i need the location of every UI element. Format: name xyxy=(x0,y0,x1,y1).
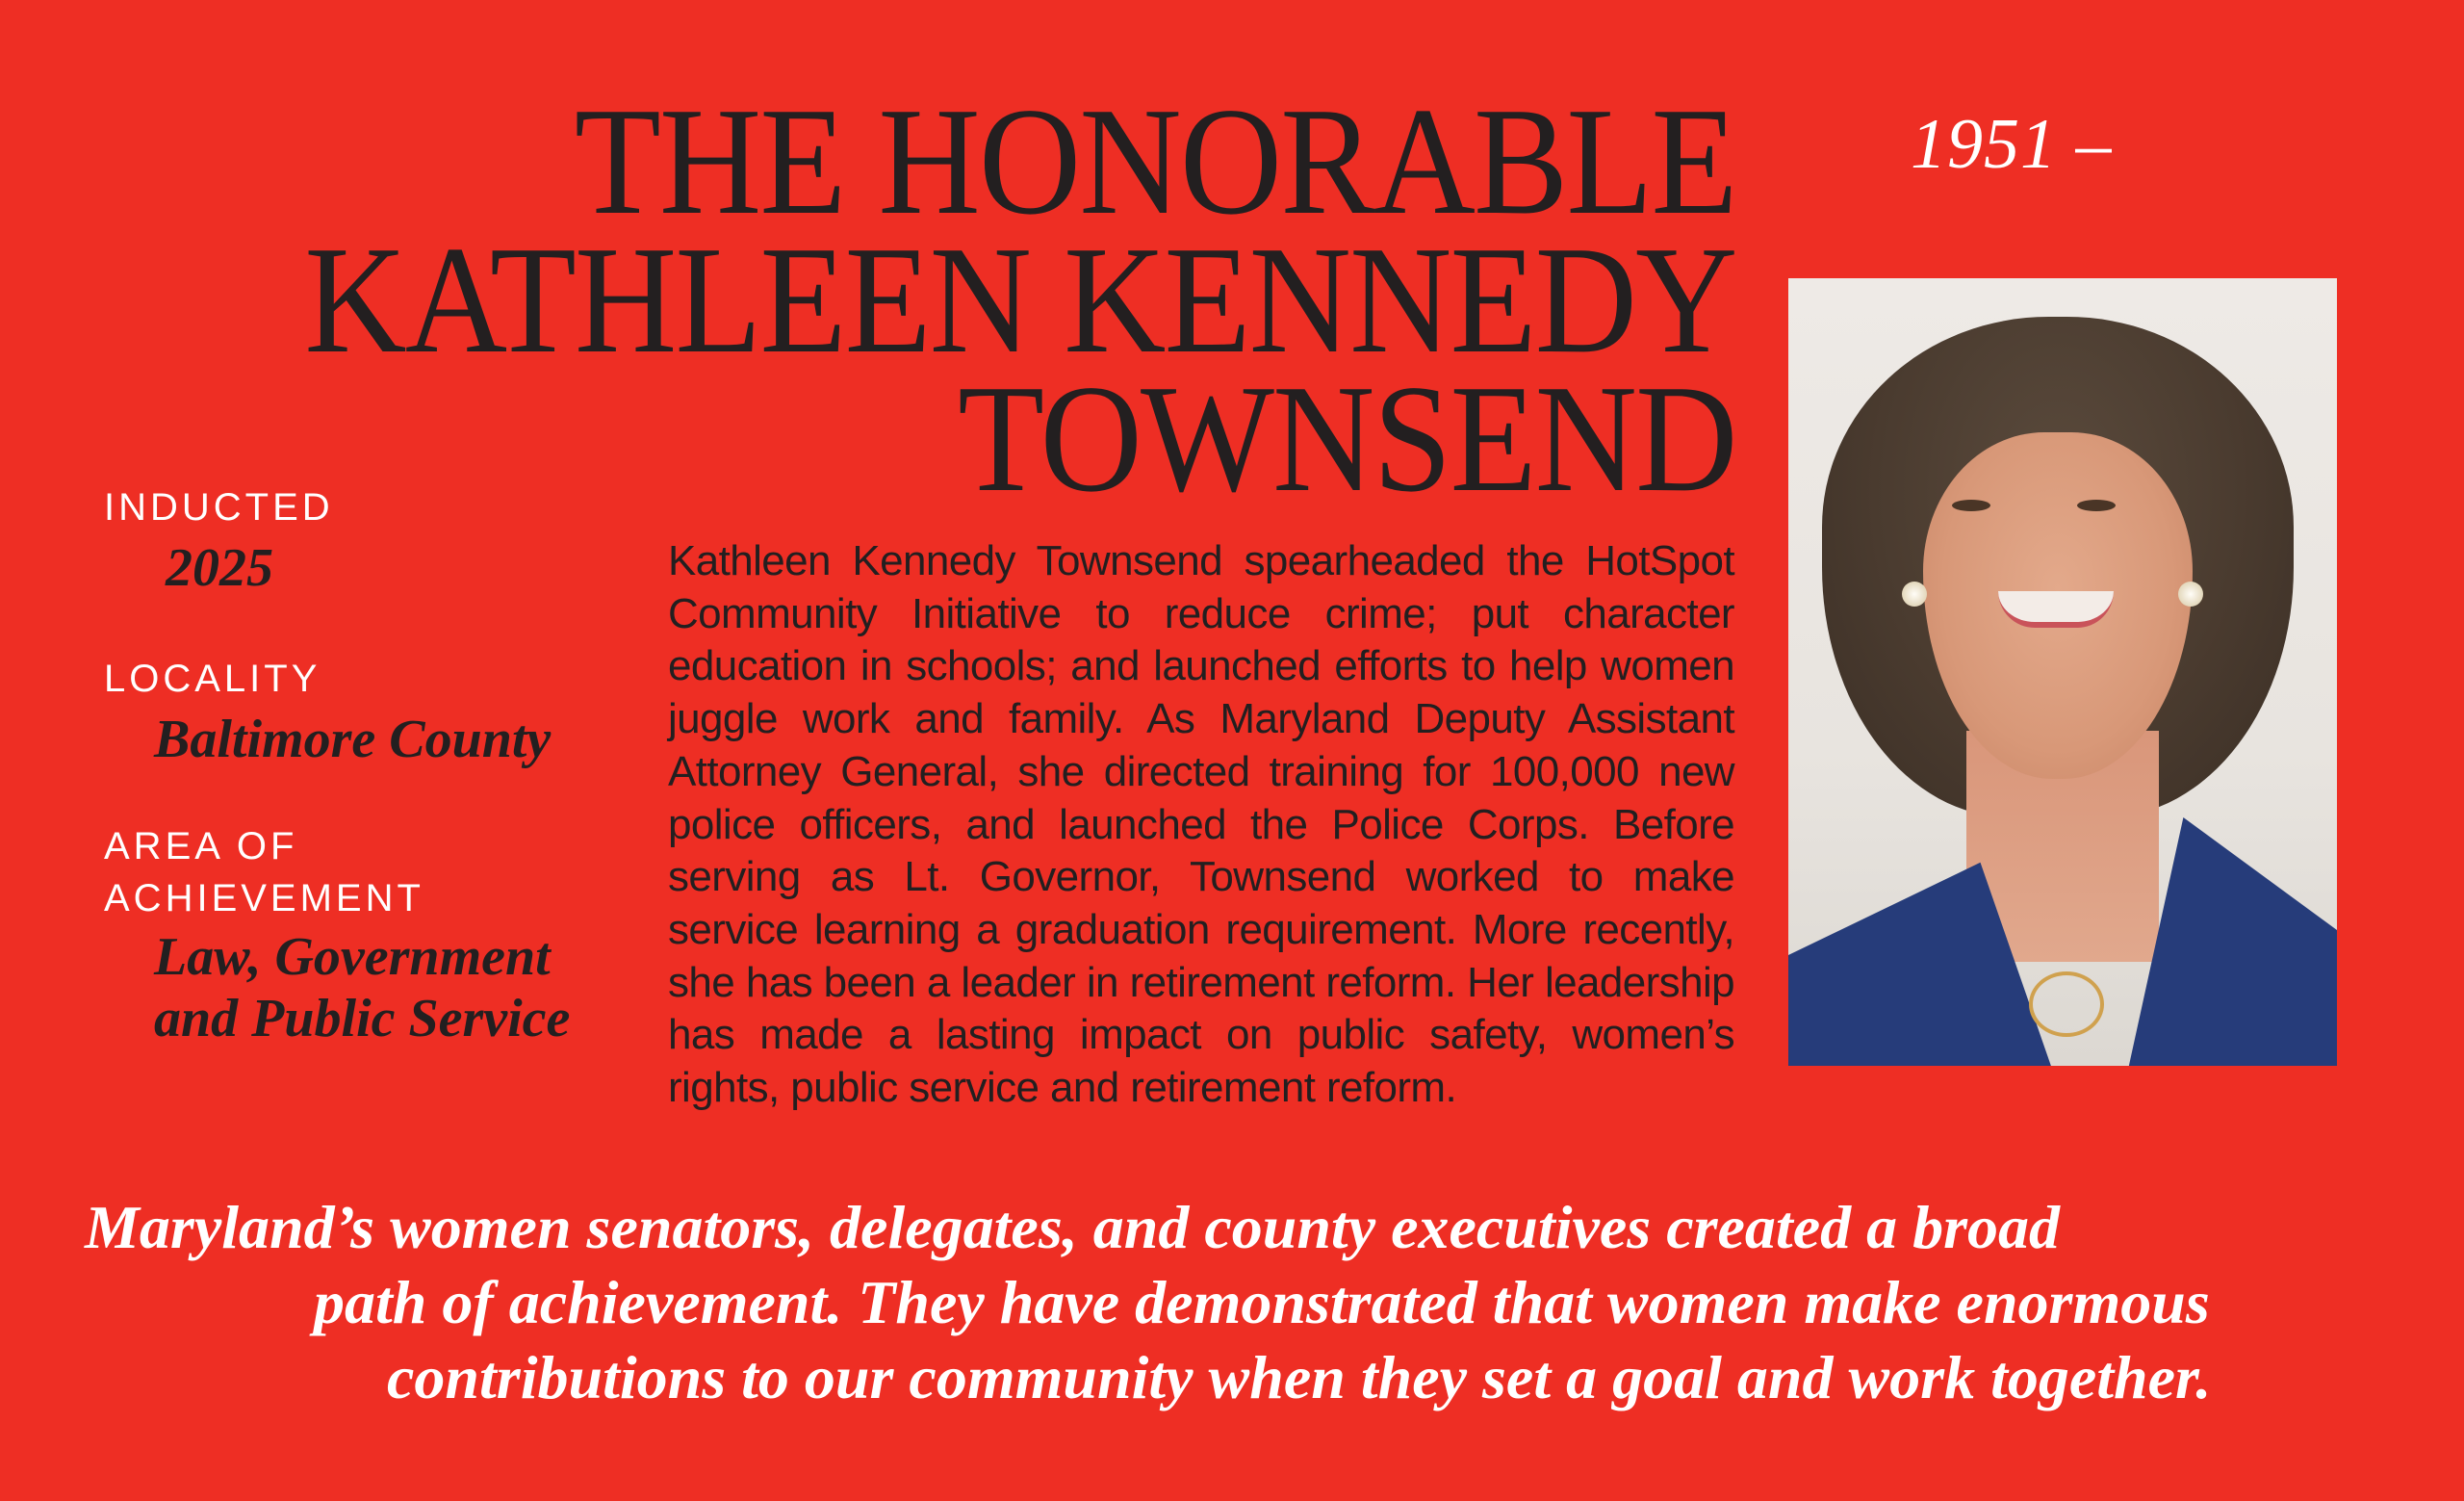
title-line-3: TOWNSEND xyxy=(958,352,1736,524)
area-value-line-1: Law, Government xyxy=(154,927,551,987)
quote-line-3: contributions to our community when they set a goal and work together. xyxy=(387,1343,2212,1411)
photo-eye-left xyxy=(1952,500,1990,511)
biography-paragraph: Kathleen Kennedy Townsend spearheaded the HotSpot Community Initiative to reduce crime; put character education in schools; and launched efforts to help women juggle work and family. As Maryland Deputy Assistant Attorney General, she directed training for 100,000 new police officers, and launched the Police Corps. Before serving as Lt. Governor, Townsend worked to make service learning a graduation requirement. More recently, she has been a leader in retirement reform. Her leadership has made a lasting impact on public safety, women’s rights, public service and retirement reform. xyxy=(668,537,1734,1112)
area-label-line-2: ACHIEVEMENT xyxy=(104,877,424,919)
area-value-line-2: and Public Service xyxy=(154,989,571,1048)
induction-details xyxy=(104,481,643,1049)
inducted-label: INDUCTED xyxy=(104,486,334,529)
photo-smile xyxy=(1998,591,2114,628)
title-line-1: THE HONORABLE xyxy=(575,75,1736,246)
locality-value: Baltimore County xyxy=(154,710,552,769)
photo-eye-right xyxy=(2077,500,2116,511)
area-of-achievement-label xyxy=(104,820,643,924)
photo-necklace xyxy=(2029,971,2104,1037)
closing-quote xyxy=(85,1190,2395,1415)
inducted-year: 2025 xyxy=(166,538,273,598)
title-line-2: KATHLEEN KENNEDY xyxy=(304,214,1736,385)
photo-earring-right xyxy=(2178,582,2203,607)
area-of-achievement-value xyxy=(104,926,643,1049)
photo-earring-left xyxy=(1902,582,1927,607)
page-title xyxy=(304,75,1736,524)
locality-label: LOCALITY xyxy=(104,658,321,700)
portrait-photo xyxy=(1788,278,2337,1066)
quote-line-1: Maryland’s women senators, delegates, and county executives created a broad xyxy=(85,1193,2060,1261)
birth-years: 1951 – xyxy=(1911,105,2113,184)
quote-line-2: path of achievement. They have demonstrated that women make enormous xyxy=(314,1268,2210,1336)
area-label-line-1: AREA OF xyxy=(104,825,298,867)
